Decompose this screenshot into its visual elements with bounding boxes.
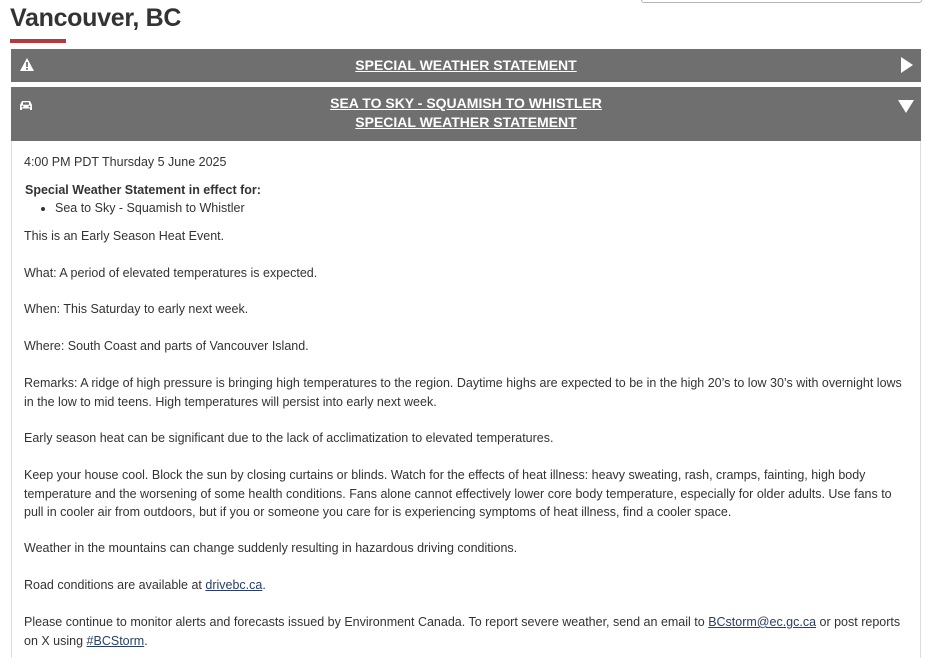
alert-title-link[interactable] [11, 94, 921, 132]
title-underline [10, 39, 66, 43]
page-title: Vancouver, BC [10, 4, 182, 32]
road-text-end: . [262, 578, 266, 592]
paragraph-advice: Keep your house cool. Block the sun by closing curtains or blinds. Watch for the effects of heat illness: heavy sweating, rash, cramps, fainting, high body temperature and the worsening of some health conditions. Fans alone cannot effectively lower core body temperature, especially for older adults. Use fans to pull in cooler air from outdoors, but if you or someone you care for is experiencing symptoms of heat illness, find a cooler space. [24, 468, 892, 519]
paragraph-what: What: A period of elevated temperatures is expected. [24, 266, 318, 280]
paragraph-remarks: Remarks: A ridge of high pressure is bringing high temperatures to the region. Daytime highs are expected to be in the high 20’s to low 30’s with overnight lows in the low to mid teens. High temperatures will persist into early next week. [24, 376, 902, 409]
alert-title-line[interactable]: SPECIAL WEATHER STATEMENT [355, 57, 577, 73]
alert-title-line[interactable]: SPECIAL WEATHER STATEMENT [355, 114, 577, 130]
alert-detail [11, 141, 921, 658]
alert-title-line[interactable]: SEA TO SKY - SQUAMISH TO WHISTLER [330, 95, 602, 111]
effect-heading: Special Weather Statement in effect for: [25, 183, 261, 197]
caret-right-icon[interactable] [900, 57, 914, 78]
report-text-middle: or post reports on X using [24, 615, 901, 648]
list-item: • Sea to Sky - Squamish to Whistler [55, 199, 908, 217]
search-box-edge[interactable] [641, 0, 922, 3]
paragraph-when: When: This Saturday to early next week. [24, 302, 249, 316]
paragraph-mountains: Weather in the mountains can change suddenly resulting in hazardous driving conditions. [24, 541, 518, 555]
caret-down-icon[interactable] [898, 99, 914, 118]
alert-title-link[interactable] [11, 56, 921, 75]
drivebc-link[interactable]: drivebc.ca [205, 578, 263, 592]
region-list [55, 199, 908, 217]
issued-time: 4:00 PM PDT Thursday 5 June 2025 [24, 155, 227, 169]
paragraph-where: Where: South Coast and parts of Vancouver Island. [24, 339, 309, 353]
road-text: Road conditions are available at [24, 578, 206, 592]
alert-panel-sea-to-sky[interactable] [11, 87, 921, 141]
paragraph-road-conditions [24, 576, 908, 595]
alert-panel-special-weather-statement[interactable] [11, 49, 921, 82]
paragraph-intro: This is an Early Season Heat Event. [24, 229, 225, 243]
report-text: Please continue to monitor alerts and forecasts issued by Environment Canada. To report severe weather, send an email to [24, 615, 709, 629]
bcstorm-email-link[interactable]: BCstorm@ec.gc.ca [708, 615, 817, 629]
report-text-end: . [144, 633, 148, 648]
bcstorm-hashtag-link[interactable]: #BCStorm [86, 633, 145, 648]
paragraph-report [24, 613, 908, 650]
paragraph-acclimatization: Early season heat can be significant due to the lack of acclimatization to elevated temperatures. [24, 431, 554, 445]
